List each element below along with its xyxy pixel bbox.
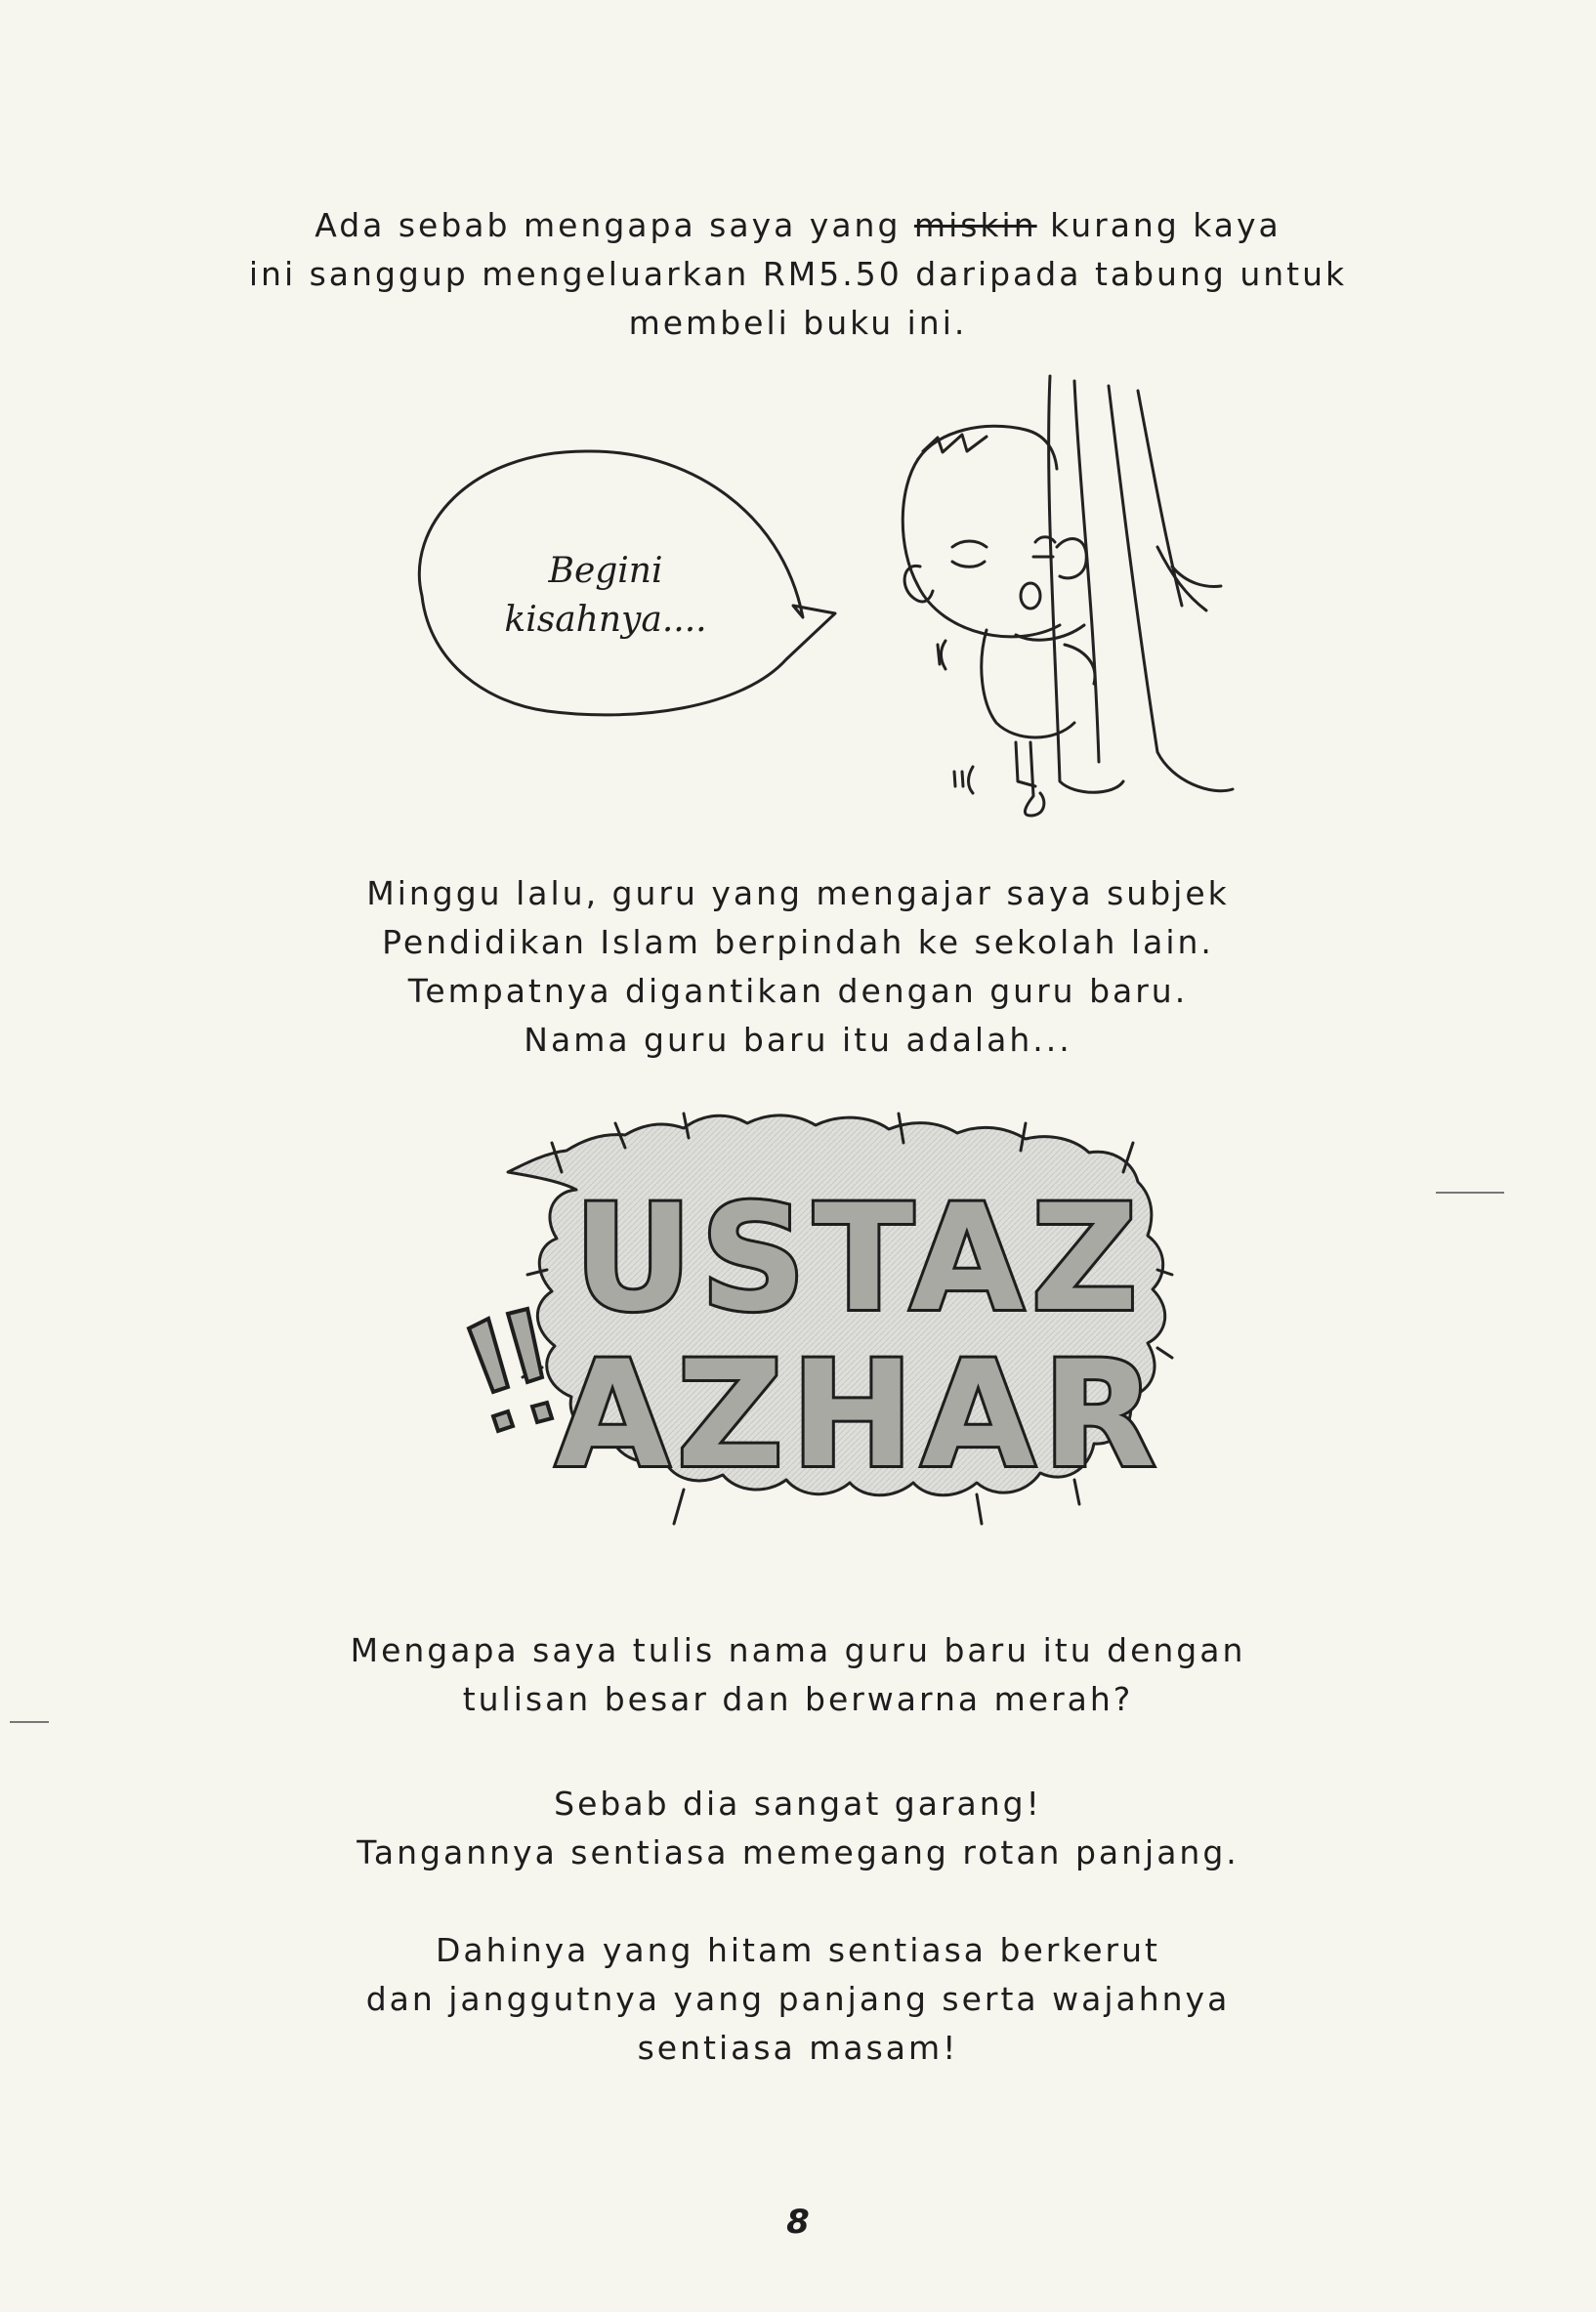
sebab-line-1: Sebab dia sangat garang! [554, 1785, 1042, 1823]
title-line-2: AZHAR [556, 1330, 1163, 1500]
dahi-line-3: sentiasa masam! [637, 2029, 959, 2067]
sebab-line-2: Tangannya sentiasa memegang rotan panjang. [357, 1833, 1239, 1871]
exclamation-left-icon [469, 1319, 513, 1431]
sebab-paragraph [0, 1780, 1596, 1877]
intro-line-3: membeli buku ini. [628, 304, 968, 342]
guru-line-2: Pendidikan Islam berpindah ke sekolah lain. [382, 923, 1214, 961]
dahi-line-1: Dahinya yang hitam sentiasa berkerut [436, 1931, 1160, 1969]
title-line-1: USTAZ [573, 1174, 1146, 1344]
dahi-paragraph [0, 1926, 1596, 2073]
dahi-line-2: dan janggutnya yang panjang serta wajahnya [365, 1980, 1231, 2018]
mengapa-line-1: Mengapa saya tulis nama guru baru itu dengan [350, 1631, 1246, 1669]
mengapa-paragraph [0, 1626, 1596, 1724]
mengapa-line-2: tulisan besar dan berwarna merah? [462, 1680, 1134, 1718]
margin-mark-left [10, 1721, 49, 1723]
intro-line-2: ini sanggup mengeluarkan RM5.50 daripada tabung untuk [248, 255, 1348, 293]
guru-line-3: Tempatnya digantikan dengan guru baru. [407, 972, 1189, 1010]
bubble-line-1: Begini [548, 551, 663, 591]
page-number: 8 [786, 2203, 810, 2242]
intro-line-1-end: kurang kaya [1036, 206, 1281, 244]
intro-line-1-start: Ada sebab mengapa saya yang [315, 206, 914, 244]
struck-word: miskin [913, 206, 1037, 244]
bubble-line-2: kisahnya.... [504, 600, 707, 640]
guru-line-4: Nama guru baru itu adalah... [524, 1021, 1072, 1059]
guru-line-1: Minggu lalu, guru yang mengajar saya subjek [366, 874, 1230, 912]
margin-mark-right [1436, 1192, 1504, 1194]
